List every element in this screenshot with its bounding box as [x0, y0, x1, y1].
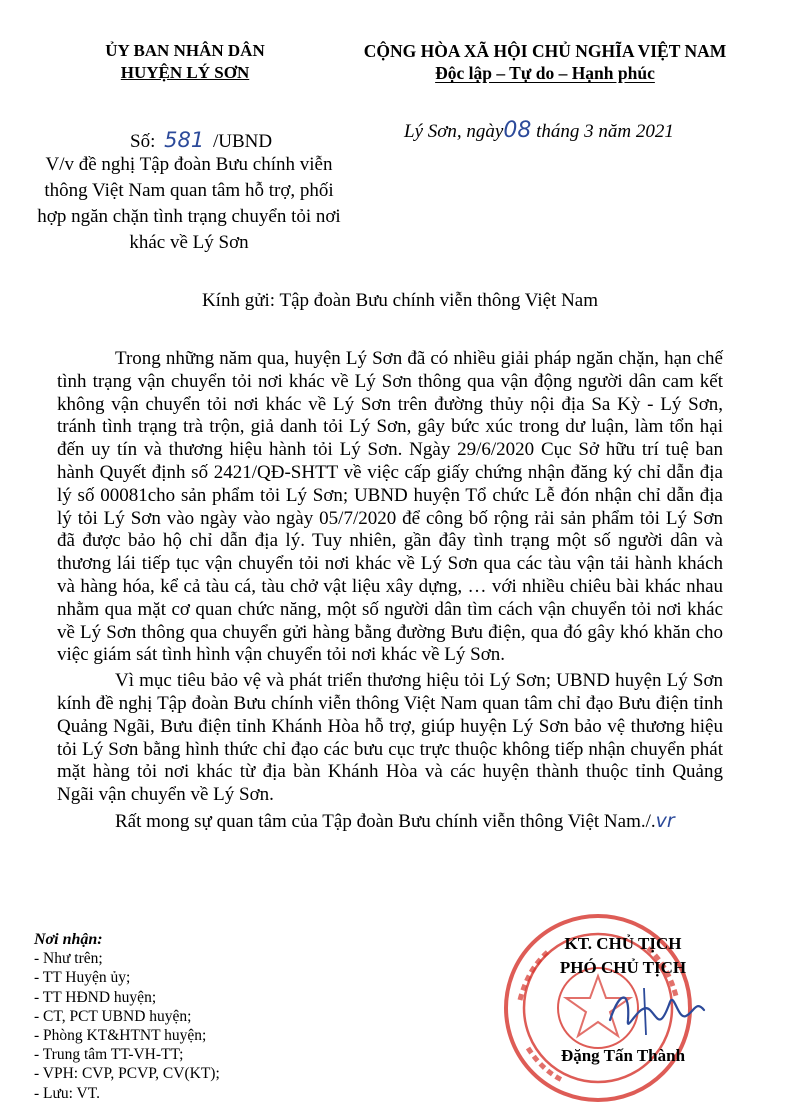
handwritten-number: 581 [164, 128, 205, 152]
issuing-agency [60, 40, 310, 84]
national-motto: Độc lập – Tự do – Hạnh phúc [435, 63, 655, 83]
handwritten-signature-icon [600, 980, 710, 1040]
document-subject: V/v đề nghị Tập đoàn Bưu chính viễn thông Việt Nam quan tâm hỗ trợ, phối hợp ngăn chặn tình trạng chuyển tỏi nơi khác về Lý Sơn [37, 154, 341, 253]
distribution-item: - Trung tâm TT-VH-TT; [34, 1046, 184, 1064]
document-number [130, 128, 272, 153]
date-place: Lý Sơn, ngày [404, 121, 504, 142]
distribution-item: - TT HĐND huyện; [34, 988, 157, 1006]
distribution-item: - Như trên; [34, 950, 103, 968]
distribution-item: - VPH: CVP, PCVP, CV(KT); [34, 1065, 220, 1083]
body-closing [57, 810, 723, 834]
handwritten-day: 08 [503, 118, 532, 143]
distribution-title: Nơi nhận: [34, 931, 103, 948]
signature-title-1: KT. CHỦ TỊCH [564, 934, 682, 953]
distribution-list [34, 930, 220, 1103]
distribution-item: - Lưu: VT. [34, 1084, 100, 1102]
letter-body [57, 348, 723, 837]
signer-name: Đặng Tấn Thành [560, 1046, 686, 1065]
body-paragraph-1: Trong những năm qua, huyện Lý Sơn đã có nhiều giải pháp ngăn chặn, hạn chế tình trạng vận chuyển tỏi nơi khác về Lý Sơn thông qua vận động người dân cam kết không vận chuyển tỏi nơi khác về Lý Sơn trên đường thủy nội địa Sa Kỳ - Lý Sơn, tránh tình trạng trà trộn, giả danh tỏi Lý Sơn, gây bức xúc trong dư luận, làm tổn hại đến uy tín và thương hiệu hành tỏi Lý Sơn. Ngày 29/6/2020 Cục Sở hữu trí tuệ ban hành Quyết định số 2421/QĐ-SHTT về việc cấp giấy chứng nhận đăng ký chỉ dẫn địa lý số 00081cho sản phẩm tỏi Lý Sơn; UBND huyện Tổ chức Lễ đón nhận chỉ dẫn địa lý tỏi Lý Sơn vào ngày vào ngày 05/7/2020 để công bố rộng rải sản phẩm tỏi Lý Sơn đã được bảo hộ chỉ dẫn địa lý. Tuy nhiên, gần đây tình trạng một số người dân và thương lái tiếp tục vận chuyển tỏi nơi khác về Lý Sơn qua các tàu vận tải hành khách và hàng hóa, kể cả tàu cá, tàu chở vật liệu xây dựng, … với nhiều chiêu bài khác nhau nhằm qua mặt cơ quan chức năng, một số người dân tìm cách vận chuyển tỏi nơi khác về Lý Sơn thông qua chuyển gửi hàng bằng đường Bưu điện, qua đó gây khó khăn cho việc giám sát tình hình vận chuyển tỏi nơi khác về Lý Sơn. [57, 348, 723, 666]
signature-block [498, 932, 748, 980]
distribution-item: - CT, PCT UBND huyện; [34, 1007, 192, 1025]
document-date [404, 118, 674, 143]
recipient-line: Kính gửi: Tập đoàn Bưu chính viễn thông Việt Nam [201, 290, 599, 311]
distribution-item: - TT Huyện ủy; [34, 969, 131, 987]
agency-district: HUYỆN LÝ SƠN [120, 63, 250, 82]
body-paragraph-2: Vì mục tiêu bảo vệ và phát triển thương hiệu tỏi Lý Sơn; UBND huyện Lý Sơn kính đề nghị Tập đoàn Bưu chính viễn thông Việt Nam quan tâm chỉ đạo Bưu điện tỉnh Quảng Ngãi, Bưu điện tỉnh Khánh Hòa hỗ trợ, giúp huyện Lý Sơn bảo vệ thương hiệu tỏi Lý Sơn bằng hình thức chỉ đạo các bưu cục trực thuộc không tiếp nhận chuyển phát mặt hàng tỏi nơi khác từ địa bàn Khánh Hòa và các huyện thành thuộc tỉnh Quảng Ngãi vận chuyển về Lý Sơn. [57, 670, 723, 806]
handwritten-initials: vr [655, 809, 675, 832]
republic-name: CỘNG HÒA XÃ HỘI CHỦ NGHĨA VIỆT NAM [363, 41, 727, 61]
signature-title-2: PHÓ CHỦ TỊCH [559, 958, 687, 977]
closing-text: Rất mong sự quan tâm của Tập đoàn Bưu chính viễn thông Việt Nam./. [115, 810, 656, 832]
distribution-item: - Phòng KT&HTNT huyện; [34, 1027, 207, 1045]
agency-name: ỦY BAN NHÂN DÂN [105, 41, 265, 60]
date-rest: tháng 3 năm 2021 [536, 121, 674, 142]
national-header [330, 40, 760, 84]
number-label: Số: [130, 131, 156, 152]
number-suffix: /UBND [212, 131, 273, 152]
